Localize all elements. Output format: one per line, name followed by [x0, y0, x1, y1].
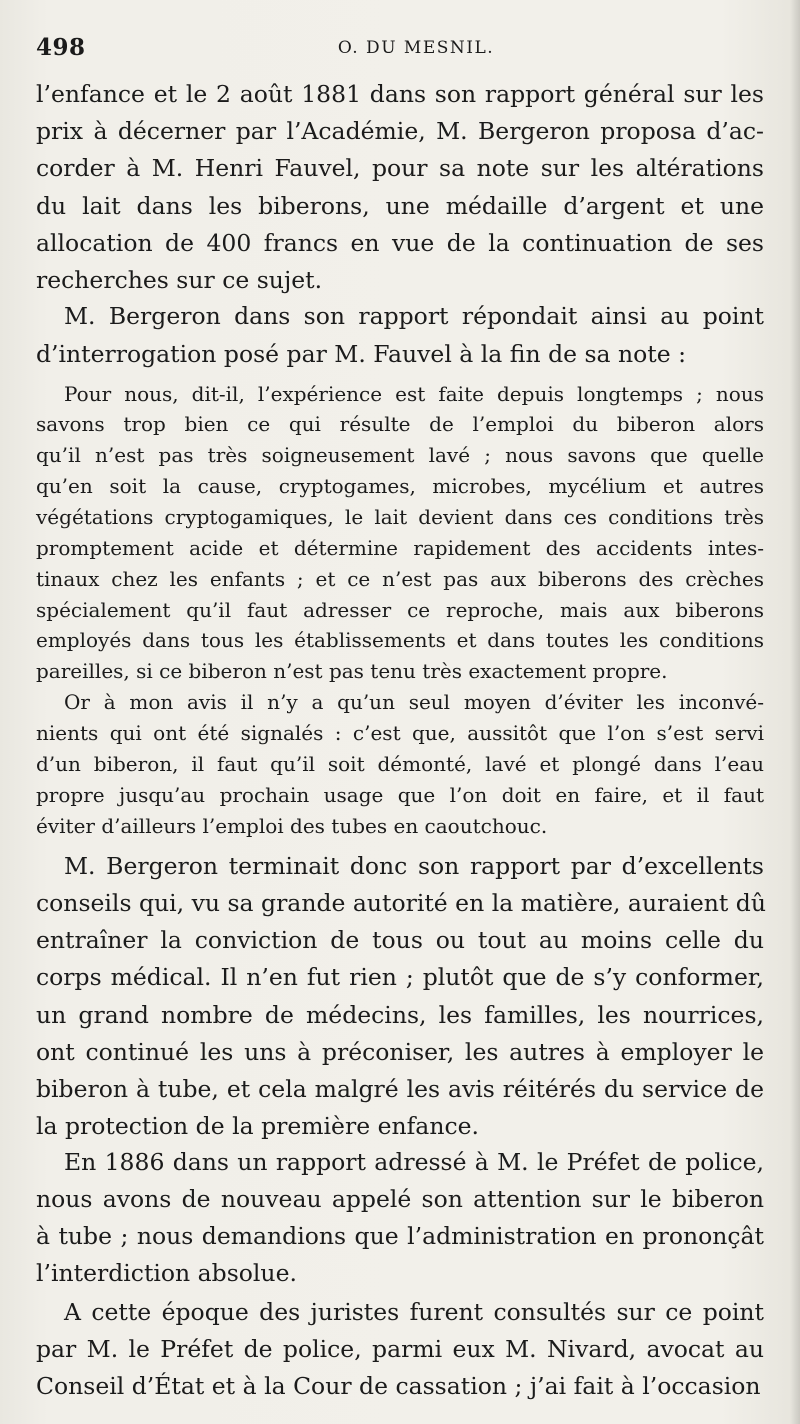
page-header	[36, 34, 766, 68]
text-line: corps médical. Il n’en fut rien ; plutôt que de s’y conformer,	[36, 963, 764, 991]
text-line: M. Bergeron terminait donc son rapport par d’excellents	[64, 852, 764, 880]
quote-line: savons trop bien ce qui résulte de l’emploi du biberon alors	[36, 412, 764, 436]
text-line: entraîner la conviction de tous ou tout au moins celle du	[36, 926, 764, 954]
quote-line: végétations cryptogamiques, le lait devient dans ces conditions très	[36, 505, 764, 529]
quote-line: promptement acide et détermine rapidement des accidents intes-	[36, 536, 764, 560]
text-line: recherches sur ce sujet.	[36, 266, 323, 294]
text-line: Conseil d’État et à la Cour de cassation ; j’ai fait à l’occasion	[36, 1372, 761, 1400]
text-line: par M. le Préfet de police, parmi eux M. Nivard, avocat au	[36, 1335, 764, 1363]
text-line: En 1886 dans un rapport adressé à M. le Préfet de police,	[64, 1148, 764, 1176]
text-line: corder à M. Henri Fauvel, pour sa note sur les altérations	[36, 154, 764, 182]
text-line: à tube ; nous demandions que l’administration en prononçât	[36, 1222, 764, 1250]
page-edge-shadow	[790, 0, 800, 1424]
quote-line: spécialement qu’il faut adresser ce reproche, mais aux biberons	[36, 598, 764, 622]
quote-line: nients qui ont été signalés : c’est que, aussitôt que l’on s’est servi	[36, 721, 764, 745]
text-line: M. Bergeron dans son rapport répondait ainsi au point	[64, 302, 764, 330]
text-line: la protection de la première enfance.	[36, 1112, 479, 1140]
text-line: l’enfance et le 2 août 1881 dans son rapport général sur les	[36, 80, 764, 108]
text-line: prix à décerner par l’Académie, M. Bergeron proposa d’ac-	[36, 117, 764, 145]
text-line: A cette époque des juristes furent consultés sur ce point	[64, 1298, 764, 1326]
page-number: 498	[36, 34, 86, 61]
text-line: du lait dans les biberons, une médaille d’argent et une	[36, 192, 764, 220]
text-line: un grand nombre de médecins, les familles, les nourrices,	[36, 1001, 764, 1029]
quote-line: qu’il n’est pas très soigneusement lavé ; nous savons que quelle	[36, 443, 764, 467]
quote-line: Pour nous, dit-il, l’expérience est faite depuis longtemps ; nous	[64, 382, 764, 406]
text-line: biberon à tube, et cela malgré les avis réitérés du service de	[36, 1075, 764, 1103]
text-line: conseils qui, vu sa grande autorité en la matière, auraient dû	[36, 889, 766, 917]
quote-line: Or à mon avis il n’y a qu’un seul moyen d’éviter les inconvé-	[64, 690, 764, 714]
running-head: O. DU MESNIL.	[337, 38, 495, 58]
quote-line: pareilles, si ce biberon n’est pas tenu très exactement propre.	[36, 659, 668, 683]
quote-line: propre jusqu’au prochain usage que l’on doit en faire, et il faut	[36, 783, 764, 807]
quote-line: éviter d’ailleurs l’emploi des tubes en caoutchouc.	[36, 814, 548, 838]
text-line: l’interdiction absolue.	[36, 1259, 297, 1287]
quote-line: tinaux chez les enfants ; et ce n’est pas aux biberons des crèches	[36, 567, 764, 591]
text-line: allocation de 400 francs en vue de la continuation de ses	[36, 229, 764, 257]
quote-line: d’un biberon, il faut qu’il soit démonté, lavé et plongé dans l’eau	[36, 752, 764, 776]
text-line: ont continué les uns à préconiser, les autres à employer le	[36, 1038, 764, 1066]
text-line: d’interrogation posé par M. Fauvel à la fin de sa note :	[36, 340, 687, 368]
quote-line: employés dans tous les établissements et dans toutes les conditions	[36, 628, 764, 652]
text-line: nous avons de nouveau appelé son attention sur le biberon	[36, 1185, 764, 1213]
quote-line: qu’en soit la cause, cryptogames, microbes, mycélium et autres	[36, 474, 764, 498]
